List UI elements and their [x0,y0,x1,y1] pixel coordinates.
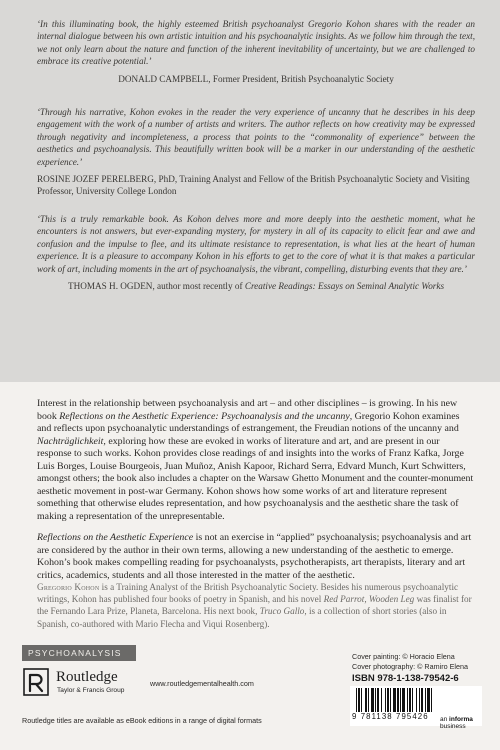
informa-brand: informa [449,716,473,723]
bio-next-book-title: Truco Gallo [259,606,305,617]
painting-credit: Cover painting: © Horacio Elena [352,652,455,661]
informa-prefix: an [440,716,450,723]
photography-credit: Cover photography: © Ramiro Elena [352,661,468,671]
desc-book-title: Reflections on the Aesthetic Experience: Psychoanalysis and the uncanny [59,410,350,422]
bio-novel-title: Red Parrot, Wooden Leg [323,594,415,605]
praise-quote-perelberg [37,106,475,198]
cover-credits [352,652,482,671]
bio-text: is a Training Analyst of the British Psychoanalytic Society. Besides his numerous psychoanalytic writings, Kohon has published four books of poetry in Spanish, and his novel [37,582,459,605]
desc-term: Nachträglichkeit [37,435,104,447]
publisher-group: Taylor & Francis Group [57,687,125,694]
author-name: Gregorio Kohon [37,582,100,592]
bio-text: , is a collection of short stories (also in Spanish, co-authored with Mario Flecha and Viqui Rosenberg). [37,606,447,629]
isbn-label: ISBN 978-1-138-79542-6 [352,673,459,684]
praise-quote-campbell [37,18,475,85]
book-description [37,398,475,582]
desc-text: , Gregorio Kohon examines and reflects upon psychoanalytic understandings of estrangement, the Freudian notions of the uncanny and [37,410,460,434]
attribution-book-title: Creative Readings: Essays on Seminal Analytic Works [244,281,445,292]
quote-text: ‘Through his narrative, Kohon evokes in the reader the very experience of uncanny that he describes in his deep engagement with the work of a number of artists and writers. The author reflects on how creativity may be expressed through negativity and incompleteness, a process that points to the “commonality of experience” between the aesthetics and psychoanalysis. This beautifully written book will be a marker in our understanding of the aesthetic experience.’ [37,107,475,167]
attribution-name: THOMAS H. OGDEN, author most recently of [67,281,245,292]
quote-text: ‘This is a truly remarkable book. As Kohon delves more and more deeply into the aesthetic moment, what he encounters is not answers, but ever-expanding mystery, for mystery in all of its capacity to elicit fear and awe and confusion and the impulse to flee, and its ultimate resistance to representation, is what lies at the heart of human experience. It is a pleasure to accompany Kohon in his efforts to get to the core of what it is that makes a particular work of art, including moments in the art of psychoanalysis, the vibrant, compelling, disturbing events that they are.’ [37,214,475,274]
informa-suffix: business [440,723,466,730]
description-paragraph [37,532,475,582]
barcode-digits: 9 781138 795426 [350,712,445,721]
barcode-bars-icon [354,688,444,714]
publisher-name: Routledge [56,669,118,685]
quote-attribution [37,280,475,292]
ebook-availability-note: Routledge titles are available as eBook editions in a range of digital formats [22,716,262,725]
quote-text: ‘In this illuminating book, the highly esteemed British psychoanalyst Gregorio Kohon shares with the reader an internal dialogue between his own artistic intuition and his psychoanalytic insights. As we follow him through the text, we not only learn about the nature and function of the inherent inevitability of uncertainty, but we are challenged to embrace its creative potential.’ [37,19,475,67]
publisher-logo [22,667,142,699]
quote-attribution: ROSINE JOZEF PERELBERG, PhD, Training Analyst and Fellow of the British Psychoanalytic Society and Visiting Professor, University College London [37,174,470,197]
informa-business-mark [440,716,500,730]
desc-book-title: Reflections on the Aesthetic Experience [37,532,194,543]
praise-quote-ogden [37,213,475,292]
author-bio [37,581,475,630]
desc-text: is not an exercise in “applied” psychoanalysis; psychoanalysis and art are considered by the author in their own terms, allowing a new understanding of the aesthetic to emerge. Kohon’s book makes compelling reading for psychoanalysts, psychotherapists, art therapists, literary and art critics, academics, students and all those interested in the matter of the aesthetic. [37,532,472,581]
description-paragraph [37,398,475,523]
publisher-website[interactable]: www.routledgementalhealth.com [150,679,254,688]
desc-text: , exploring how these are evoked in works of literature and art, and are present in our response to such works. Kohon provides close readings of and insights into the works of Franz Kafka, Jorge Luis Borges, Louise Bourgeois, Juan Muñoz, Anish Kapoor, Richard Serra, Edvard Munch, Kurt Schwitters, amongst others; the book also includes a chapter on the Warsaw Ghetto Monument and the counter-monument aesthetic movement in post-war Germany. Kohon shows how some works of art and literature represent something that otherwise eludes representation, and how psychoanalysis and the aesthetic share the task of making a representation of the unrepresentable. [37,435,474,522]
routledge-logo-icon [22,667,50,697]
subject-category-tag: PSYCHOANALYSIS [22,645,136,661]
desc-text: Interest in the relationship between psychoanalysis and art – and other disciplines – is growing. In his new book [37,398,458,422]
bio-text: was finalist for the Fernando Lara Prize, Planeta, Barcelona. His next book, [37,594,472,617]
quote-attribution: DONALD CAMPBELL, Former President, British Psychoanalytic Society [118,73,394,84]
